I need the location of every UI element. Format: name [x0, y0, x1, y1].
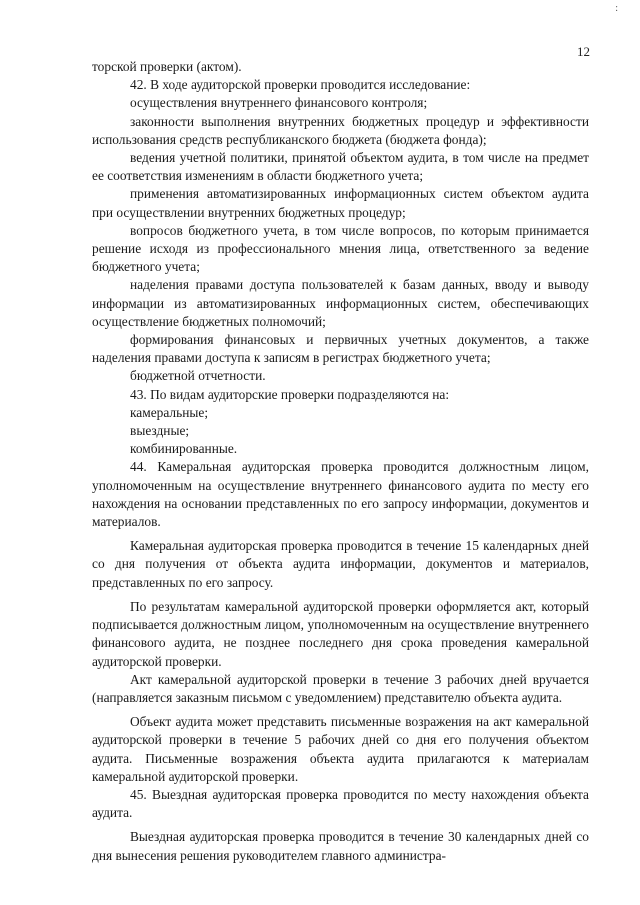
list-item: вопросов бюджетного учета, в том числе вопросов, по которым принимается решение исходя из профессионального мнения лица, ответственного за ведение бюджетного учета; [92, 222, 589, 275]
page-number: 12 [577, 44, 590, 59]
list-item: бюджетной отчетности. [130, 368, 266, 384]
list-item: законности выполнения внутренних бюджетных процедур и эффективности использования средств республиканского бюджета (бюджета фонда); [92, 113, 589, 147]
paragraph-item-43: 43. По видам аудиторские проверки подразделяются на: [130, 386, 450, 402]
paragraph: Объект аудита может представить письменные возражения на акт камеральной аудиторской проверки в течение 5 рабочих дней со дня его получения объектом аудита. Письменные возражения объекта аудита прилагаются к материалам камеральной аудиторской проверки. [92, 714, 589, 784]
paragraph: Камеральная аудиторская проверка проводится в течение 15 календарных дней со дня получения от объекта аудита информации, документов и материалов, представленных по его запросу. [92, 538, 589, 590]
list-item: выездные; [130, 423, 190, 439]
paragraph: Выездная аудиторская проверка проводится в течение 30 календарных дней со дня вынесения решения руководителем главного администра- [92, 829, 589, 863]
list-item: наделения правами доступа пользователей к базам данных, вводу и выводу информации из автоматизированных информационных систем, обеспечивающих осуществление бюджетных полномочий; [92, 277, 589, 329]
paragraph-continuation: торской проверки (актом). [92, 59, 242, 74]
paragraph: Акт камеральной аудиторской проверки в течение 3 рабочих дней вручается (направляется заказным письмом с уведомлением) представителю объекта аудита. [92, 671, 589, 705]
list-item: применения автоматизированных информационных систем объектом аудита при осуществлении внутренних бюджетных процедур; [92, 186, 589, 220]
paragraph-item-42: 42. В ходе аудиторской проверки проводится исследование: [130, 77, 471, 93]
list-item: формирования финансовых и первичных учетных документов, а также наделения правами доступа к записям в регистрах бюджетного учета; [92, 332, 589, 366]
list-item: комбинированные. [130, 441, 238, 457]
paragraph-item-45: 45. Выездная аудиторская проверка проводится по месту нахождения объекта аудита. [92, 786, 589, 821]
list-item: камеральные; [130, 404, 209, 420]
list-item: ведения учетной политики, принятой объектом аудита, в том числе на предмет ее соответствия изменениям в области бюджетного учета; [92, 150, 589, 184]
list-item: осуществления внутреннего финансового контроля; [130, 95, 428, 111]
document-body [92, 58, 589, 865]
paragraph-item-44: 44. Камеральная аудиторская проверка проводится должностным лицом, уполномоченным на осуществление внутреннего финансового аудита по месту его нахождения на основании представленных по его запросу информации, документов и материалов. [92, 459, 589, 530]
margin-marks: : [615, 3, 618, 14]
paragraph: По результатам камеральной аудиторской проверки оформляется акт, который подписывается должностным лицом, уполномоченным на осуществление внутреннего финансового аудита, не позднее последнего дня срока проведения камеральной аудиторской проверки. [92, 598, 589, 669]
